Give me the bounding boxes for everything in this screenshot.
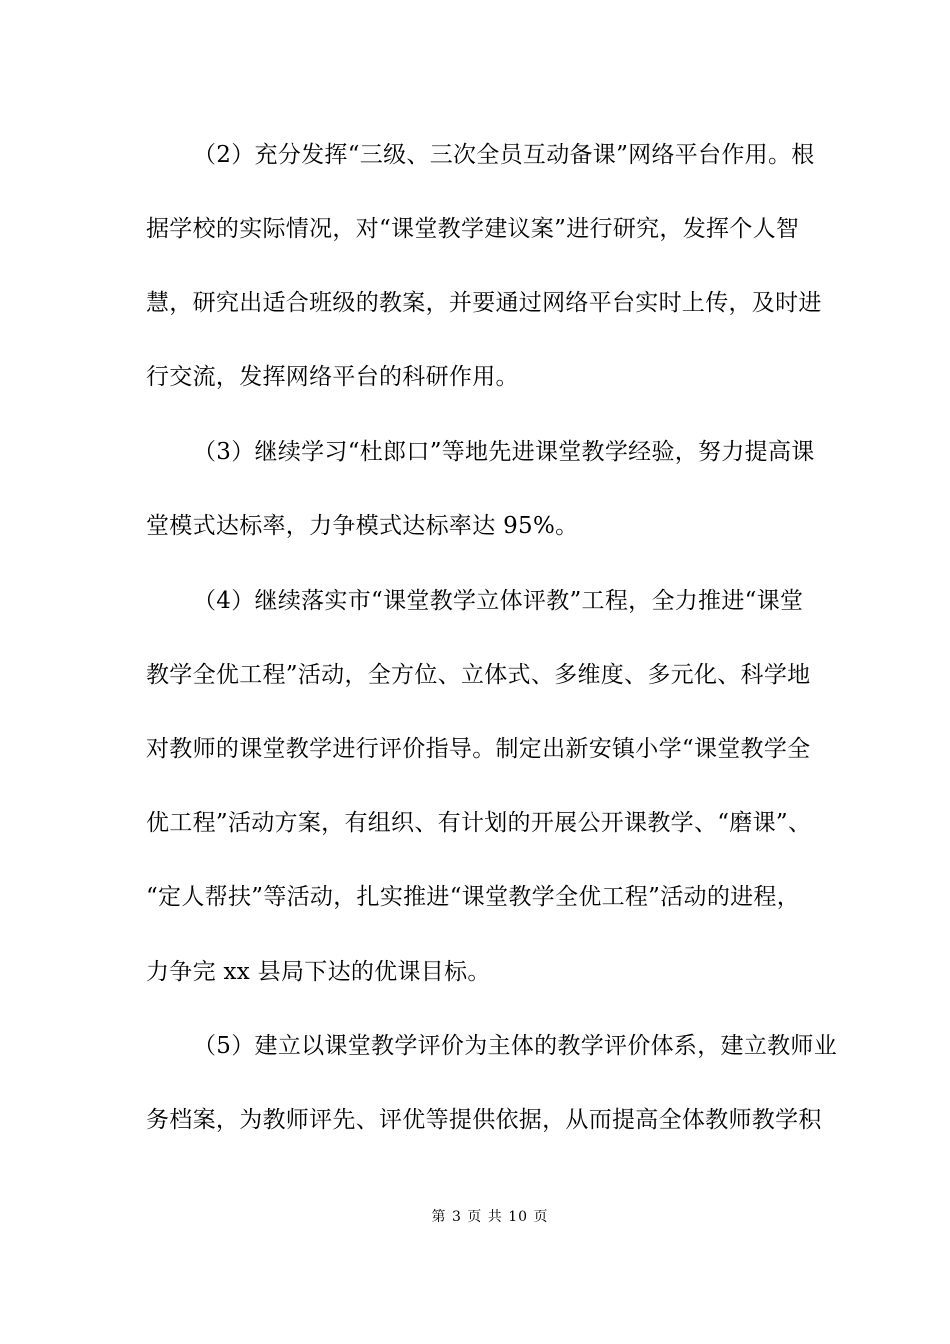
text-line: 慧，研究出适合班级的教案，并要通过网络平台实时上传，及时进 [146,290,822,316]
text-line: 对教师的课堂教学进行评价指导。制定出新安镇小学“课堂教学全 [146,736,811,762]
text-line: （4）继续落实市“课堂教学立体评教”工程，全力推进“课堂 [193,588,804,614]
page-number-footer: 第 3 页 共 10 页 [431,1209,549,1225]
text-line: 堂模式达标率，力争模式达标率达 95%。 [146,513,579,539]
text-line: （2）充分发挥“三级、三次全员互动备课”网络平台作用。根 [193,142,815,168]
text-line: （3）继续学习“杜郎口”等地先进课堂教学经验，努力提高课 [193,439,815,465]
text-line: 行交流，发挥网络平台的科研作用。 [146,364,519,390]
text-line: （5）建立以课堂教学评价为主体的教学评价体系，建立教师业 [193,1033,838,1059]
text-line: 教学全优工程”活动，全方位、立体式、多维度、多元化、科学地 [146,662,811,688]
text-line: 务档案，为教师评先、评优等提供依据，从而提高全体教师教学积 [146,1107,822,1133]
text-line: 力争完 xx 县局下达的优课目标。 [146,959,491,985]
text-line: 优工程”活动方案，有组织、有计划的开展公开课教学、“磨课”、 [146,810,812,836]
text-line: “定人帮扶”等活动，扎实推进“课堂教学全优工程”活动的进程， [146,884,801,910]
text-line: 据学校的实际情况，对“课堂教学建议案”进行研究，发挥个人智 [146,216,800,242]
